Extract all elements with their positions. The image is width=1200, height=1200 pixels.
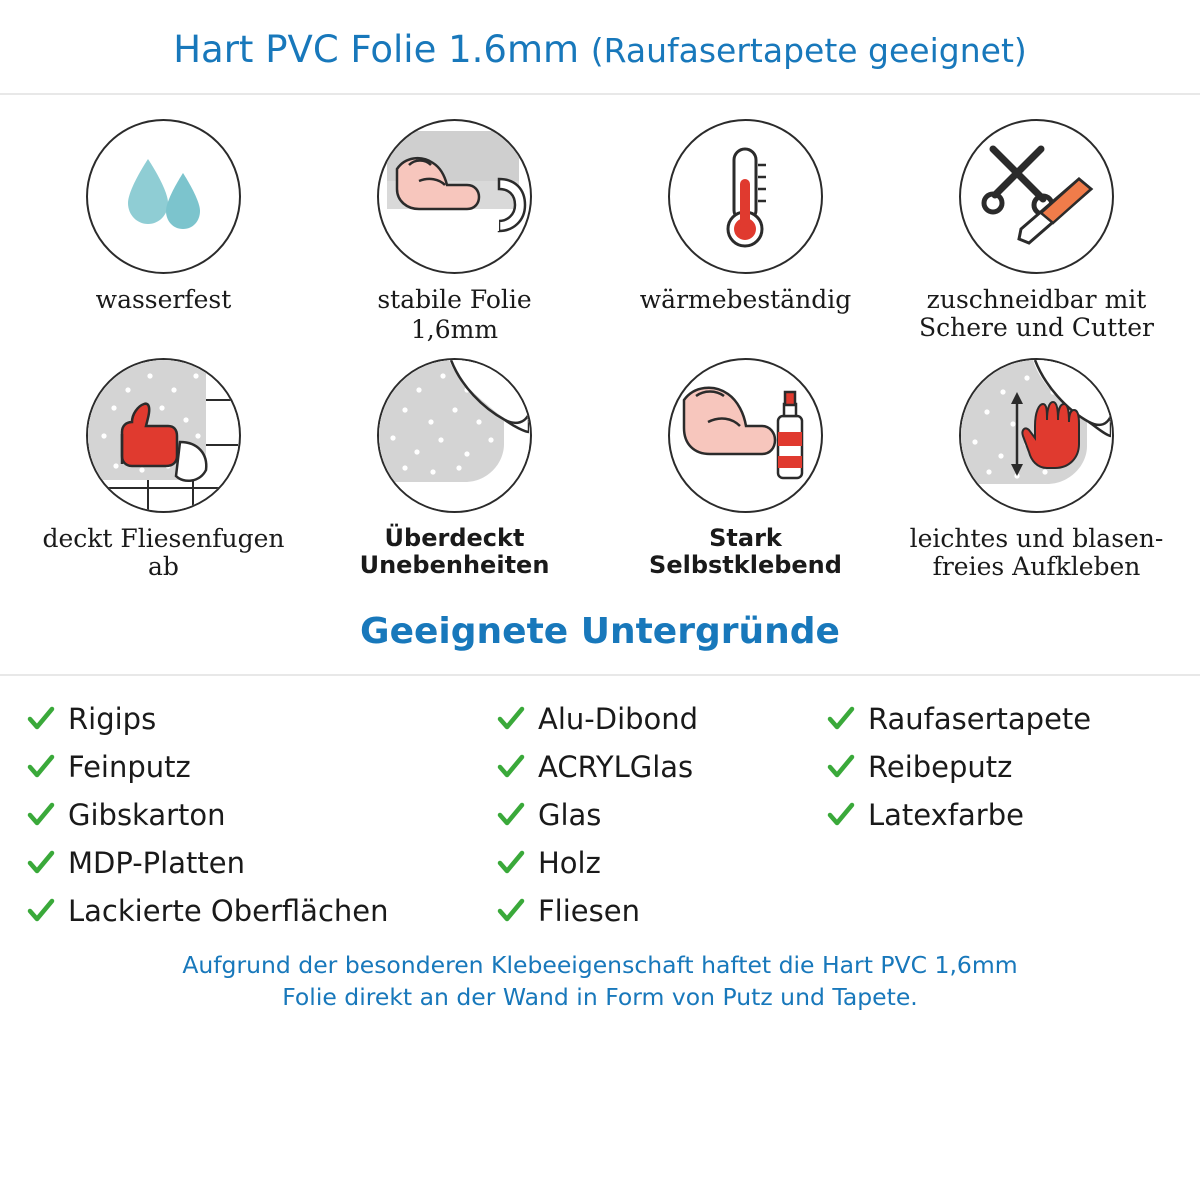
foil-peel-icon — [377, 358, 532, 513]
footnote-line-1: Aufgrund der besonderen Klebeeigenschaft haftet die Hart PVC 1,6mm — [182, 951, 1018, 979]
suitable-surfaces-list — [0, 676, 1200, 932]
thumbs-up-tiles-icon — [86, 358, 241, 513]
strong-arm-foil-icon — [377, 119, 532, 274]
section-title — [0, 611, 1200, 676]
page-title-sub: (Raufasertapete geeignet) — [590, 31, 1027, 70]
checklist-column-1 — [26, 698, 496, 932]
list-item-label: Glas — [538, 798, 602, 832]
feature-item — [309, 119, 600, 344]
check-icon — [826, 704, 856, 734]
hand-smooth-icon — [959, 358, 1114, 513]
feature-grid — [0, 95, 1200, 581]
footnote-line-2: Folie direkt an der Wand in Form von Putz und Tapete. — [282, 982, 918, 1011]
feature-item — [18, 119, 309, 344]
list-item — [26, 794, 496, 836]
feature-item — [18, 358, 309, 581]
list-item-label: Gibskarton — [68, 798, 226, 832]
list-item-label: Feinputz — [68, 750, 191, 784]
feature-item — [309, 358, 600, 581]
check-icon — [26, 848, 56, 878]
list-item-label: Latexfarbe — [868, 798, 1024, 832]
check-icon — [26, 704, 56, 734]
checklist-column-2 — [496, 698, 826, 932]
page-header — [0, 0, 1200, 95]
check-icon — [496, 704, 526, 734]
feature-caption: Überdeckt Unebenheiten — [359, 524, 550, 579]
arm-glue-icon — [668, 358, 823, 513]
feature-item — [891, 119, 1182, 344]
list-item-label: ACRYLGlas — [538, 750, 694, 784]
list-item — [26, 842, 496, 884]
list-item — [26, 698, 496, 740]
list-item — [496, 746, 826, 788]
list-item — [496, 794, 826, 836]
list-item-label: Fliesen — [538, 894, 640, 928]
list-item — [496, 890, 826, 932]
list-item-label: Alu-Dibond — [538, 702, 699, 736]
checklist-column-3 — [826, 698, 1200, 932]
water-drops-icon — [86, 119, 241, 274]
check-icon — [26, 800, 56, 830]
feature-item — [891, 358, 1182, 581]
feature-caption: Stark Selbstklebend — [649, 524, 842, 579]
check-icon — [26, 752, 56, 782]
feature-caption: stabile Folie — [377, 285, 532, 314]
list-item-label: Rigips — [68, 702, 157, 736]
list-item-label: Raufasertapete — [868, 702, 1092, 736]
feature-caption: deckt Fliesenfugen ab — [42, 524, 285, 581]
check-icon — [826, 800, 856, 830]
list-item-label: Lackierte Oberflächen — [68, 894, 389, 928]
thermometer-icon — [668, 119, 823, 274]
feature-caption: zuschneidbar mit Schere und Cutter — [919, 285, 1154, 342]
list-item — [26, 746, 496, 788]
list-item — [496, 842, 826, 884]
feature-caption: wärmebeständig — [639, 285, 852, 314]
check-icon — [26, 896, 56, 926]
list-item-label: Reibeputz — [868, 750, 1013, 784]
list-item — [496, 698, 826, 740]
list-item — [826, 746, 1200, 788]
feature-item — [600, 119, 891, 344]
check-icon — [826, 752, 856, 782]
list-item — [26, 890, 496, 932]
feature-sublabel: 1,6mm — [410, 315, 499, 344]
check-icon — [496, 752, 526, 782]
scissors-cutter-icon — [959, 119, 1114, 274]
list-item-label: MDP-Platten — [68, 846, 245, 880]
feature-item — [600, 358, 891, 581]
check-icon — [496, 896, 526, 926]
page-title-main: Hart PVC Folie 1.6mm — [173, 28, 591, 71]
list-item-label: Holz — [538, 846, 601, 880]
list-item — [826, 698, 1200, 740]
check-icon — [496, 800, 526, 830]
list-item — [826, 794, 1200, 836]
feature-caption: wasserfest — [95, 285, 232, 314]
section-title-label: Geeignete Untergründe — [360, 611, 840, 652]
page-title — [0, 28, 1200, 71]
footnote — [0, 950, 1200, 1013]
check-icon — [496, 848, 526, 878]
feature-caption: leichtes und blasen- freies Aufkleben — [909, 524, 1164, 581]
